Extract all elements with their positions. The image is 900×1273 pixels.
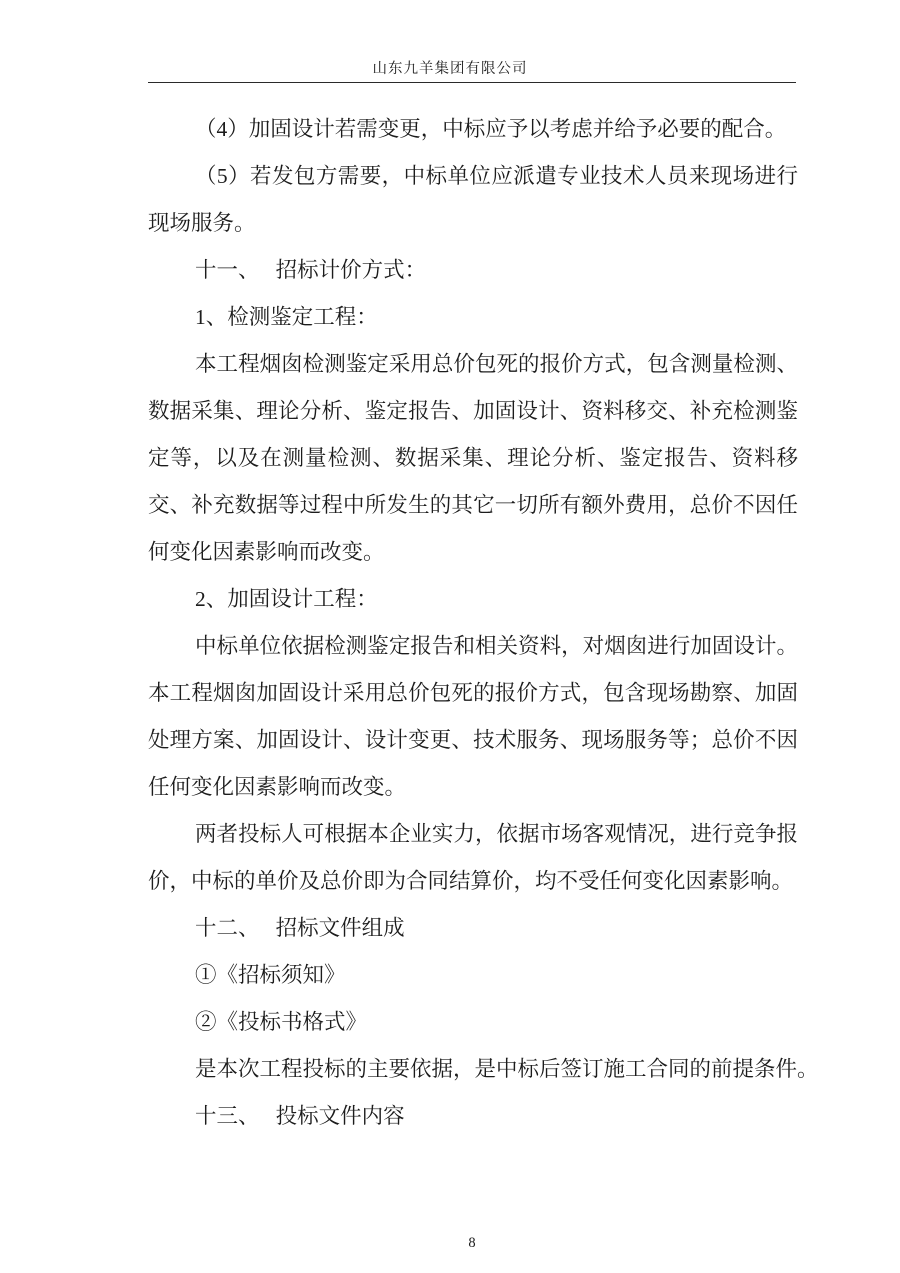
subsection-1-heading: 1、检测鉴定工程： [195,305,378,329]
list-item-bid-format: ②《投标书格式》 [195,1010,368,1034]
list-item-bid-notice: ①《招标须知》 [195,963,346,987]
paragraph-competitive-bidding: 两者投标人可根据本企业实力，依据市场客观情况，进行竞争报价，中标的单价及总价即为合同结算价，均不受任何变化因素影响。 [148,822,798,893]
clause-5: （5）若发包方需要，中标单位应派遣专业技术人员来现场进行现场服务。 [148,164,798,235]
section-11-heading: 十一、 招标计价方式： [195,258,427,282]
section-12-heading: 十二、 招标文件组成 [195,916,405,940]
header-divider-rule [148,82,796,83]
page-header-company-name: 山东九羊集团有限公司 [372,61,528,77]
paragraph-bid-basis: 是本次工程投标的主要依据，是中标后签订施工合同的前提条件。 [195,1057,819,1081]
document-body [148,106,819,1140]
subsection-2-heading: 2、加固设计工程： [195,587,378,611]
section-13-heading: 十三、 投标文件内容 [195,1104,405,1128]
paragraph-reinforcement-pricing: 中标单位依据检测鉴定报告和相关资料，对烟囱进行加固设计。本工程烟囱加固设计采用总价包死的报价方式，包含现场勘察、加固处理方案、加固设计、设计变更、技术服务、现场服务等；总价不因任何变化因素影响而改变。 [148,634,798,799]
paragraph-detection-pricing: 本工程烟囱检测鉴定采用总价包死的报价方式，包含测量检测、数据采集、理论分析、鉴定报告、加固设计、资料移交、补充检测鉴定等，以及在测量检测、数据采集、理论分析、鉴定报告、资料移交、补充数据等过程中所发生的其它一切所有额外费用，总价不因任何变化因素影响而改变。 [148,352,798,564]
clause-4: （4）加固设计若需变更，中标应予以考虑并给予必要的配合。 [195,117,787,141]
page-number: 8 [468,1235,476,1251]
